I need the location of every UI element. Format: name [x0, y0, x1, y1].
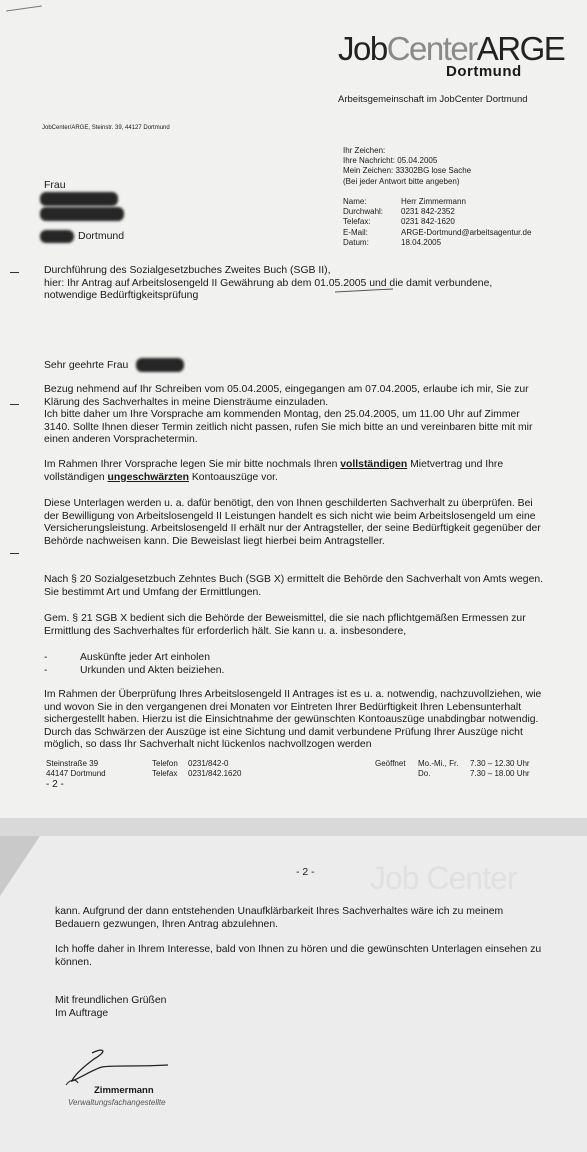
subject: Durchführung des Sozialgesetzbuches Zweites Buch (SGB II), hier: Ihr Antrag auf Arbeitslosengeld II Gewährung ab dem 01.05.2005 und die damit verbundene, notwendige Bedürftigkeitsprüfung	[44, 265, 493, 302]
redaction-bar	[40, 207, 124, 221]
footer-hours: Mo.-Mi., Fr. 7.30 – 12.30 Uhr Do. 7.30 – 18.00 Uhr	[418, 759, 530, 778]
paragraph-review: Im Rahmen der Überprüfung Ihres Arbeitslosengeld II Antrages ist es u. a. notwendig, nachzuvollziehen, wie und wovon Sie in den vergangenen drei Monaten vor Eintreten Ihrer Bedürftigkeit Ihren Lebensunterhalt sichergestellt haben. Hierzu ist die Einsichtnahme der gewünschten Kontoauszüge unabdingbar notwendig. Durch das Schwärzen der Auszüge ist eine Sichtung und damit verbundene Prüfung Ihrer Auszüge nicht möglich, so dass Ihr Sachverhalt nicht lückenlos nachvollzogen werden	[44, 689, 542, 751]
fold-mark	[10, 553, 19, 554]
redaction-bar	[40, 230, 74, 243]
paragraph-reason: Diese Unterlagen werden u. a. dafür benötigt, den von Ihnen geschilderten Sachverhalt zu überprüfen. Bei der Bewilligung von Arbeitslosengeld II Leistungen handelt es sich nicht wie beim Arbeitslosengeld um eine Versicherungsleistung. Arbeitslosengeld II erhält nur der Antragsteller, der seine Bedürftigkeit gegenüber der Behörde nachweisen kann. Die Beweislast liegt hierbei beim Antragsteller.	[44, 498, 541, 547]
contact-row: Name: Herr Zimmermann	[343, 197, 466, 206]
ref-row: (Bei jeder Antwort bitte angeben)	[343, 176, 460, 186]
redaction-bar	[136, 358, 184, 372]
paragraph-documents: Im Rahmen Ihrer Vorsprache legen Sie mir bitte nochmals Ihren vollständigen Mietvertrag und Ihre vollständigen ungeschwärzten Kontoauszüge vor.	[44, 459, 504, 483]
footer-phone: Telefon 0231/842-0 Telefax 0231/842.1620	[152, 759, 242, 778]
bullet-item: Auskünfte jeder Art einholen	[80, 652, 210, 663]
emphasis-ungeschwaerzten: ungeschwärzten	[107, 471, 189, 483]
closing-line: Mit freundlichen Grüßen	[55, 995, 167, 1006]
contact-block	[343, 197, 531, 248]
signature	[64, 1045, 174, 1090]
signer-name: Zimmermann	[94, 1085, 154, 1096]
logo-watermark: Job Center	[370, 860, 517, 896]
greeting: Sehr geehrte Frau	[44, 360, 129, 371]
redaction-bar	[40, 192, 118, 206]
tagline: Arbeitsgemeinschaft im JobCenter Dortmund	[338, 94, 528, 105]
contact-row: Datum: 18.04.2005	[343, 237, 442, 247]
recipient-salutation: Frau	[44, 179, 66, 191]
page-marker: - 2 -	[46, 779, 64, 790]
signer-title: Verwaltungsfachangestellte	[68, 1098, 166, 1107]
page-number: - 2 -	[296, 866, 315, 878]
paragraph-sgb-x-20: Nach § 20 Sozialgesetzbuch Zehntes Buch (SGB X) ermittelt die Behörde den Sachverhalt von Amts wegen. Sie bestimmt Art und Umfang der Ermittlungen.	[44, 574, 544, 598]
contact-row: Telefax: 0231 842-1620	[343, 217, 455, 227]
logo-city: Dortmund	[446, 63, 522, 80]
closing-line: Im Auftrage	[55, 1008, 109, 1019]
scan-mark	[6, 5, 42, 11]
reference-block	[343, 146, 471, 187]
paragraph-invitation: Bezug nehmend auf Ihr Schreiben vom 05.04.2005, eingegangen am 07.04.2005, erlaube ich mir, Sie zur Klärung des Sachverhaltes in meine Diensträume einzuladen. Ich bitte daher um Ihre Vorsprache am kommenden Montag, den 25.04.2005, um 11.00 Uhr auf Zimmer 3140. Sollte Ihnen dieser Termin zeitlich nicht passen, rufen Sie mich bitte an und vereinbaren bitte mit mir einen anderen Vorsprachetermin.	[44, 384, 533, 446]
ref-row: Ihr Zeichen:	[343, 146, 386, 155]
sender-line: JobCenter/ARGE, Steinstr. 39, 44127 Dortmund	[42, 125, 170, 131]
footer-open-label: Geöffnet	[375, 759, 406, 768]
fold-mark	[10, 272, 19, 273]
ref-row: Ihre Nachricht: 05.04.2005	[343, 156, 438, 166]
contact-row: E-Mail: ARGE-Dortmund@arbeitsagentur.de	[343, 227, 532, 237]
jobcenter-logo: JobCenterARGE	[338, 30, 565, 67]
ref-row: Mein Zeichen: 33302BG lose Sache	[343, 166, 472, 176]
page-shadow	[0, 836, 40, 896]
bullet-marker: -	[44, 652, 48, 663]
fold-mark	[10, 404, 19, 405]
paragraph-sgb-x-21: Gem. § 21 SGB X bedient sich die Behörde der Beweismittel, die sie nach pflichtgemäßen Ermessen zur Ermittlung des Sachverhaltes für erforderlich hält. Sie kann u. a. insbesondere,	[44, 613, 526, 637]
paragraph-hope: Ich hoffe daher in Ihrem Interesse, bald von Ihnen zu hören und die gewünschten Unterlagen einsehen zu können.	[55, 944, 542, 968]
recipient-city: Dortmund	[78, 230, 125, 242]
bullet-item: Urkunden und Akten beiziehen.	[80, 665, 225, 676]
paragraph-consequence: kann. Aufgrund der dann entstehenden Unaufklärbarkeit Ihres Sachverhaltes wäre ich zu meinem Bedauern gezwungen, Ihren Antrag abzulehnen.	[55, 906, 504, 930]
bullet-marker: -	[44, 665, 48, 676]
footer-address: Steinstraße 39 44147 Dortmund	[46, 759, 106, 778]
emphasis-vollstaendigen: vollständigen	[340, 459, 408, 470]
contact-row: Durchwahl: 0231 842-2352	[343, 207, 455, 217]
